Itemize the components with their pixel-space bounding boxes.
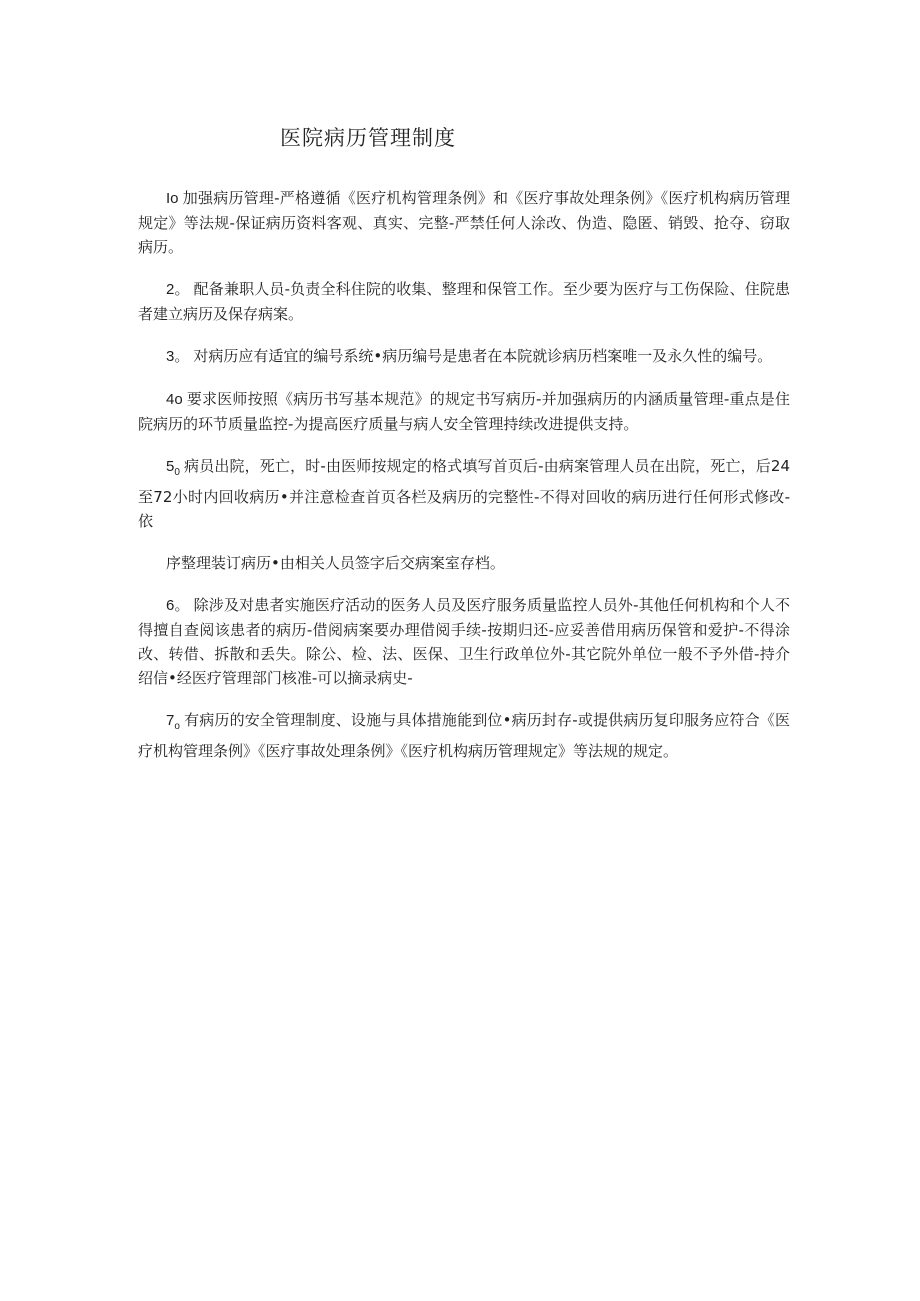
paragraph-text: 对病历应有适宜的编号系统•病历编号是患者在本院就诊病历档案唯一及永久性的编号。 xyxy=(193,347,773,365)
paragraph-number: Io xyxy=(166,190,179,207)
paragraph-number-sub: 0 xyxy=(174,467,180,478)
paragraph-text: 加强病历管理-严格遵循《医疗机构管理条例》和《医疗事故处理条例》《医疗机构病历管理规定》等法规-保证病历资料客观、真实、完整-严禁任何人涂改、伪造、隐匿、销毁、抢夺、窃取病历。 xyxy=(138,189,790,256)
paragraph-text: 病员出院，死亡，时-由医师按规定的格式填写首页后-由病案管理人员在出院，死亡，后24至72小时内回收病历•并注意检查首页各栏及病历的完整性-不得对回收的病历进行任何形式修改-依 xyxy=(138,457,790,530)
paragraph-number: 4o xyxy=(166,391,183,408)
paragraph-number-main: 5 xyxy=(166,458,175,475)
paragraph-5-continued xyxy=(138,551,790,575)
paragraph-5 xyxy=(138,454,790,533)
paragraph-number xyxy=(166,458,180,478)
paragraph-number-main: 7 xyxy=(166,712,175,729)
paragraph-text: 配备兼职人员-负责全科住院的收集、整理和保管工作。至少要为医疗与工伤保险、住院患者建立病历及保存病案。 xyxy=(138,280,791,323)
paragraph-7 xyxy=(138,708,790,763)
paragraph-1 xyxy=(138,186,790,259)
paragraph-text: 除涉及对患者实施医疗活动的医务人员及医疗服务质量监控人员外-其他任何机构和个人不得擅自查阅该患者的病历-借阅病案要办理借阅手续-按期归还-应妥善借用病历保管和爱护-不得涂改、转借、拆散和丢失。除公、检、法、医保、卫生行政单位外-其它院外单位一般不予外借-持介绍信•经医疗管理部门核准-可以摘录病史- xyxy=(138,596,791,687)
paragraph-text: 要求医师按照《病历书写基本规范》的规定书写病历-并加强病历的内涵质量管理-重点是住院病历的环节质量监控-为提高医疗质量与病人安全管理持续改进提供支持。 xyxy=(138,390,790,433)
paragraph-3 xyxy=(138,344,790,369)
paragraph-number xyxy=(166,712,180,732)
paragraph-2 xyxy=(138,277,790,326)
paragraph-number: 3。 xyxy=(166,348,190,365)
document-body xyxy=(138,186,790,781)
paragraph-number: 6。 xyxy=(166,597,190,614)
paragraph-6 xyxy=(138,593,790,690)
paragraph-number: 2。 xyxy=(166,281,190,298)
paragraph-number-sub: o xyxy=(174,721,180,732)
paragraph-text: 有病历的安全管理制度、设施与具体措施能到位•病历封存-或提供病历复印服务应符合《医疗机构管理条例》《医疗事故处理条例》《医疗机构病历管理规定》等法规的规定。 xyxy=(138,711,790,760)
document-title: 医院病历管理制度 xyxy=(280,126,456,150)
paragraph-4 xyxy=(138,387,790,436)
paragraph-text: 序整理装订病历•由相关人员签字后交病案室存档。 xyxy=(166,554,505,572)
